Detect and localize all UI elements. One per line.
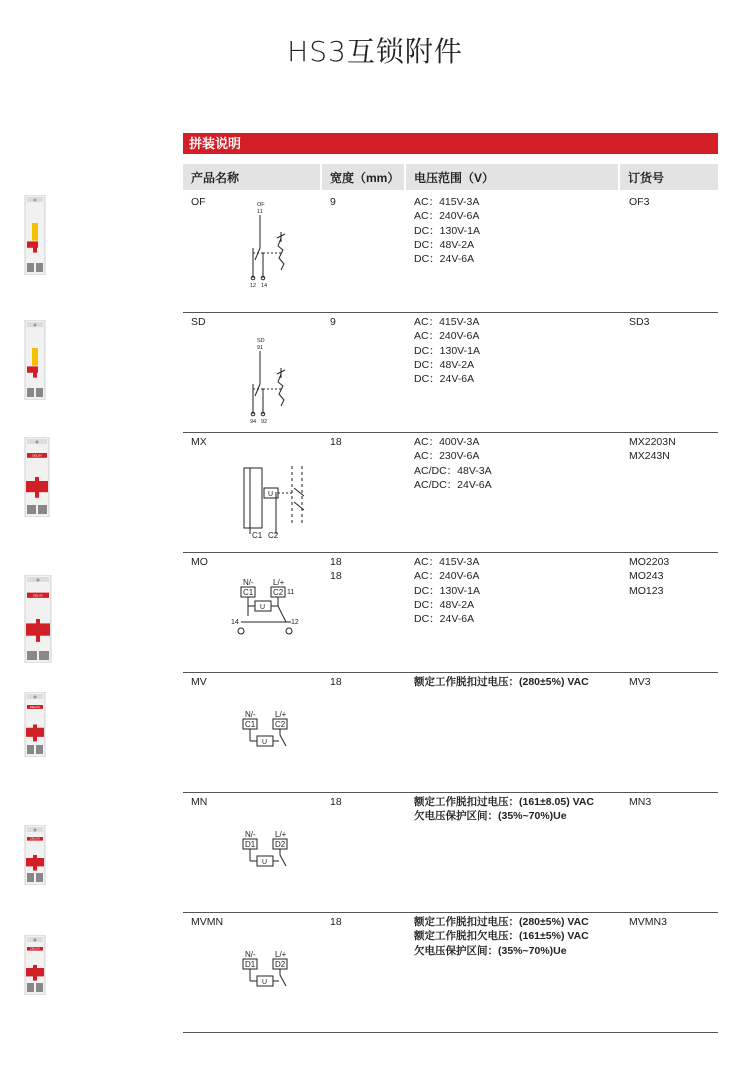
product-width-line: 18: [330, 796, 342, 808]
screw: [37, 579, 40, 582]
voltage-range-line: 额定工作脱扣过电压：(280±5%) VAC: [414, 916, 589, 928]
column-header-width: 宽度（mm）: [322, 164, 404, 190]
product-name: SD: [191, 316, 206, 328]
voltage-range-line: 额定工作脱扣过电压：(161±8.05) VAC: [414, 796, 595, 808]
screw: [34, 199, 37, 202]
voltage-range: [414, 675, 589, 689]
handle-lever: [35, 477, 39, 498]
terminal-label: 11: [287, 589, 295, 596]
page-title: HS3互锁附件: [287, 35, 463, 68]
voltage-range-line: DC：48V-2A: [414, 598, 475, 611]
wiring-diagram: [231, 576, 311, 651]
product-name: MN: [191, 796, 208, 808]
order-number: [629, 195, 649, 209]
terminal-label: D2: [275, 960, 286, 969]
order-number: [629, 555, 669, 598]
voltage-range-line: DC：130V-1A: [414, 344, 480, 357]
brand-logo: DELIXI: [30, 704, 40, 709]
terminal-label: 14: [261, 283, 268, 288]
handle-lever: [33, 965, 37, 981]
product-thumbnail: [24, 195, 46, 280]
wiring-diagram: [237, 708, 307, 773]
terminal-bottom: [36, 388, 43, 397]
terminal-label: 91: [257, 345, 264, 351]
product-width: [330, 795, 342, 809]
voltage-range: [414, 435, 492, 492]
terminal-bottom: [27, 388, 34, 397]
product-width: [330, 315, 336, 329]
product-thumbnail: [24, 692, 46, 762]
terminal-bottom: [36, 983, 43, 992]
coil-wave: [278, 238, 284, 270]
wiring-diagram: [243, 334, 303, 429]
wiring-diagram: [237, 948, 307, 1013]
voltage-range-line: DC：130V-1A: [414, 584, 480, 597]
table-row: [183, 432, 718, 553]
handle: [32, 223, 38, 241]
terminal-label: D1: [245, 960, 256, 969]
product-image: [24, 437, 50, 517]
coil-label: U: [262, 979, 268, 986]
terminal-bottom: [27, 983, 34, 992]
switch-contact: [255, 248, 260, 260]
terminal-label: N/-: [245, 830, 256, 839]
voltage-range: [414, 915, 589, 958]
table-row: [183, 672, 718, 793]
product-width-line: 18: [330, 916, 342, 928]
handle-lever: [33, 855, 37, 871]
terminal-bottom: [36, 263, 43, 272]
motor-diagram: [231, 576, 311, 646]
product-name: MO: [191, 556, 208, 568]
contact-diagram: [243, 334, 303, 424]
terminal-bottom: [36, 873, 43, 882]
terminal-label: C1: [243, 588, 254, 597]
product-name: OF: [191, 196, 206, 208]
wiring-diagram: [238, 462, 318, 547]
screw: [36, 441, 39, 444]
voltage-range-line: 欠电压保护区间：(35%~70%)Ue: [414, 944, 567, 957]
terminal-label: 11: [257, 209, 263, 215]
lamp: [238, 628, 244, 634]
brand-logo: DELIXI: [30, 946, 40, 951]
lamp: [286, 628, 292, 634]
order-number: [629, 435, 676, 464]
product-name: MVMN: [191, 916, 224, 928]
terminal-label: C2: [268, 531, 279, 540]
voltage-range-line: 额定工作脱扣过电压：(280±5%) VAC: [414, 676, 589, 688]
terminal-label: 14: [231, 619, 239, 626]
voltage-range-line: AC：415V-3A: [414, 556, 480, 568]
order-number-line: OF3: [629, 196, 650, 208]
brand-logo: DELIXI: [33, 593, 43, 598]
product-width: [330, 915, 342, 929]
product-width-line: 18: [330, 436, 342, 448]
product-thumbnail: [24, 320, 46, 405]
product-width: [330, 435, 342, 449]
wiring-diagram: [237, 828, 307, 893]
coil-label: U: [260, 604, 266, 611]
order-number-line: MX243N: [629, 450, 670, 463]
terminal-label: D2: [275, 840, 286, 849]
coil-diagram: [237, 948, 307, 1008]
shunt-diagram: [238, 462, 318, 542]
product-image: [24, 935, 46, 995]
product-image: [24, 320, 46, 400]
terminal-bottom: [39, 651, 49, 660]
screw: [34, 696, 37, 699]
terminal-label: L/+: [275, 710, 287, 719]
voltage-range-line: DC：24V-6A: [414, 373, 475, 386]
terminal-label: L/+: [275, 830, 287, 839]
voltage-range-line: AC：240V-6A: [414, 210, 480, 223]
table-row: [183, 792, 718, 913]
order-number-line: MX2203N: [629, 436, 676, 448]
voltage-range: [414, 795, 594, 824]
terminal-label: C1: [252, 531, 263, 540]
screw: [34, 324, 37, 327]
trip-symbol: [277, 232, 285, 242]
voltage-range-line: AC/DC：48V-3A: [414, 464, 492, 477]
voltage-range-line: DC：24V-6A: [414, 253, 475, 266]
order-number-line: MO2203: [629, 556, 670, 568]
order-number-line: MO123: [629, 584, 664, 597]
voltage-range-line: 额定工作脱扣欠电压：(161±5%) VAC: [414, 930, 589, 943]
product-image: [24, 195, 46, 275]
handle-lever: [33, 725, 37, 742]
product-image: [24, 575, 52, 663]
table-row: [183, 312, 718, 433]
voltage-range-line: AC：240V-6A: [414, 330, 480, 343]
voltage-range-line: AC/DC：24V-6A: [414, 478, 492, 491]
terminal-bottom: [38, 505, 47, 514]
voltage-range-line: DC：24V-6A: [414, 613, 475, 626]
terminal-label: L/+: [275, 950, 287, 959]
order-number: [629, 675, 651, 689]
switch-contact: [280, 735, 286, 746]
order-number-line: MV3: [629, 676, 651, 688]
product-name: MV: [191, 676, 207, 688]
table-row: [183, 552, 718, 673]
voltage-range-line: AC：400V-3A: [414, 436, 480, 448]
voltage-range-line: 欠电压保护区间：(35%~70%)Ue: [414, 810, 567, 823]
wiring-diagram: [243, 198, 303, 293]
product-name: MX: [191, 436, 207, 448]
terminal-label: 94: [250, 419, 257, 424]
screw: [34, 939, 37, 942]
voltage-range-line: DC：48V-2A: [414, 238, 475, 251]
order-number: [629, 315, 649, 329]
product-width: [330, 195, 336, 209]
switch-contact: [280, 975, 286, 986]
product-image: [24, 825, 46, 885]
switch-contact: [255, 384, 260, 396]
voltage-range-line: AC：415V-3A: [414, 196, 480, 208]
product-width: [330, 675, 342, 689]
terminal-bottom: [27, 505, 36, 514]
handle-lever: [36, 619, 40, 642]
terminal-label: OF: [257, 202, 265, 208]
column-header-voltage: 电压范围（V）: [406, 164, 618, 190]
order-number-line: MO243: [629, 570, 664, 583]
product-width-line: 18: [330, 676, 342, 688]
terminal-bottom: [27, 263, 34, 272]
coil-diagram: [237, 828, 307, 888]
table-row: [183, 192, 718, 313]
switch-contact: [280, 855, 286, 866]
product-thumbnail: [24, 575, 52, 668]
terminal-label: 12: [250, 283, 257, 288]
product-width: [330, 555, 342, 584]
handle: [32, 348, 38, 366]
order-number-line: MVMN3: [629, 916, 667, 928]
product-image: [24, 692, 46, 757]
order-number: [629, 915, 667, 929]
terminal-label: L/+: [273, 578, 285, 587]
contact-diagram: [243, 198, 303, 288]
terminal-bottom: [36, 745, 43, 754]
order-number-line: SD3: [629, 316, 650, 328]
terminal-label: N/-: [243, 578, 254, 587]
section-title-bar: 拼装说明: [183, 133, 718, 154]
coil-frame: [244, 468, 262, 528]
coil-diagram: [237, 708, 307, 768]
product-width-line: 18: [330, 556, 342, 568]
terminal-label: D1: [245, 840, 256, 849]
product-thumbnail: [24, 825, 46, 890]
terminal-label: C1: [245, 720, 256, 729]
column-header-name: 产品名称: [183, 164, 320, 190]
voltage-range-line: AC：415V-3A: [414, 316, 480, 328]
terminal-label: C2: [273, 588, 284, 597]
trip-symbol: [277, 368, 285, 378]
screw: [34, 829, 37, 832]
terminal-label: C2: [275, 720, 286, 729]
table-row: [183, 912, 718, 1033]
terminal-label: 12: [291, 619, 299, 626]
voltage-range-line: AC：240V-6A: [414, 570, 480, 583]
order-number: [629, 795, 651, 809]
voltage-range: [414, 555, 480, 626]
terminal-label: 92: [261, 419, 268, 424]
product-width-line: 9: [330, 316, 336, 328]
switch-contact: [278, 606, 286, 622]
terminal-label: SD: [257, 338, 265, 344]
product-thumbnail: [24, 437, 50, 522]
terminal-bottom: [27, 745, 34, 754]
voltage-range-line: DC：48V-2A: [414, 358, 475, 371]
product-width-line: 9: [330, 196, 336, 208]
terminal-label: N/-: [245, 710, 256, 719]
voltage-range: [414, 195, 480, 266]
voltage-range-line: DC：130V-1A: [414, 224, 480, 237]
brand-logo: DELIXI: [30, 836, 40, 841]
coil-wave: [278, 374, 284, 406]
coil-label: U: [262, 859, 268, 866]
terminal-label: N/-: [245, 950, 256, 959]
voltage-range-line: AC：230V-6A: [414, 450, 480, 463]
indicator: [33, 370, 37, 378]
coil-label: U: [262, 739, 268, 746]
brand-logo: DELIXI: [32, 453, 42, 458]
terminal-bottom: [27, 873, 34, 882]
column-header-order: 订货号: [620, 164, 718, 190]
product-thumbnail: [24, 935, 46, 1000]
terminal-bottom: [27, 651, 37, 660]
coil-label: U: [268, 491, 274, 498]
product-width-line: 18: [330, 570, 342, 583]
indicator: [33, 245, 37, 253]
voltage-range: [414, 315, 480, 386]
order-number-line: MN3: [629, 796, 652, 808]
